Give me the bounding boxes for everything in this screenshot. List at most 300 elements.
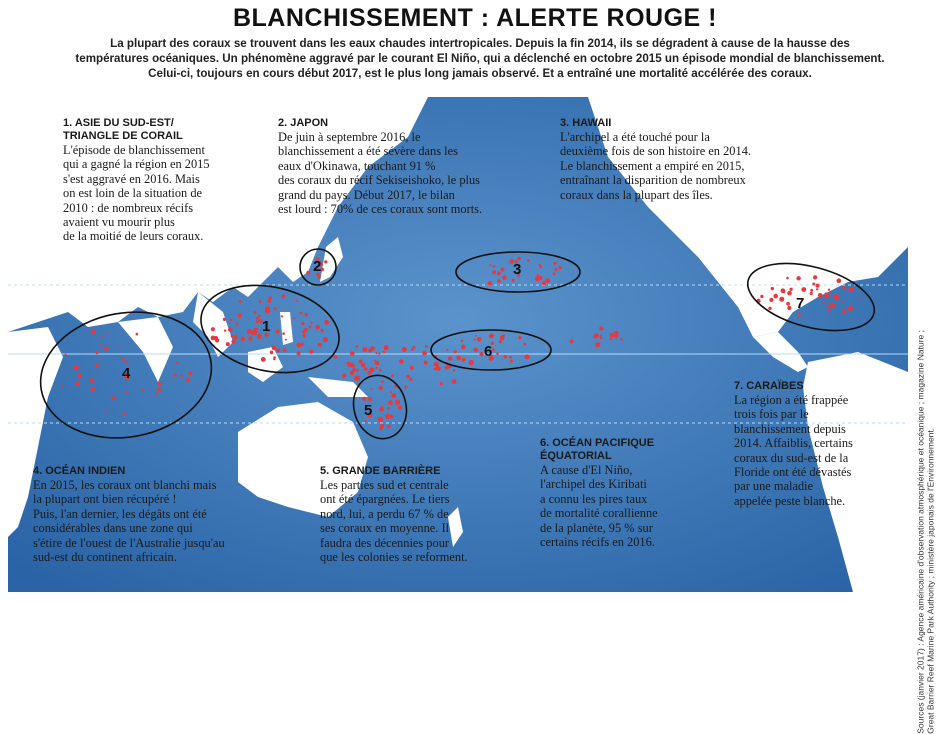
- reef-dot: [446, 349, 448, 351]
- reef-dot: [387, 407, 390, 410]
- reef-dot: [413, 346, 416, 349]
- region-text-line: des coraux du récif Sekiseishoko, le plus: [278, 173, 480, 188]
- reef-dot: [492, 270, 496, 274]
- region-text-line: de la moitié de leurs coraux.: [63, 229, 204, 244]
- region-text-line: coraux du sud-est de la: [734, 450, 849, 465]
- reef-dot: [786, 302, 790, 306]
- reef-dot: [768, 307, 771, 310]
- reef-dot: [500, 335, 505, 340]
- region-text-line: de la planète, 95 % sur: [540, 520, 653, 535]
- reef-dot: [157, 382, 161, 386]
- region-text-line: deuxième fois de son histoire en 2014.: [560, 144, 751, 159]
- reef-dot: [391, 374, 394, 377]
- reef-dot: [496, 352, 499, 355]
- map-number-6: 6: [484, 343, 493, 360]
- reef-dot: [771, 287, 774, 290]
- reef-dot: [837, 278, 842, 283]
- reef-dot: [285, 339, 287, 341]
- reef-dot: [299, 312, 302, 315]
- reef-dot: [99, 344, 101, 346]
- reef-dot: [324, 320, 329, 325]
- reef-dot: [112, 396, 116, 400]
- reef-dot: [518, 336, 521, 339]
- reef-dot: [186, 378, 189, 381]
- reef-dot: [539, 265, 542, 268]
- reef-dot: [859, 298, 861, 300]
- reef-dot: [317, 326, 319, 328]
- reef-dot: [74, 365, 79, 370]
- region-heading: ÉQUATORIAL: [540, 450, 612, 462]
- reef-dot: [296, 351, 300, 355]
- reef-dot: [599, 326, 603, 330]
- reef-dot: [828, 289, 830, 291]
- region-text-line: Floride ont été dévastés: [734, 465, 852, 480]
- region-box-5: [320, 465, 520, 564]
- reef-dot: [281, 315, 283, 317]
- reef-dot: [141, 389, 144, 392]
- region-box-4: [33, 465, 293, 564]
- reef-dot: [376, 352, 378, 354]
- reef-dot: [256, 317, 259, 320]
- reef-dot: [523, 343, 526, 346]
- reef-dot: [445, 366, 449, 370]
- reef-dot: [801, 287, 806, 292]
- reef-dot: [504, 355, 508, 359]
- reef-dot: [272, 346, 277, 351]
- reef-dot: [769, 298, 773, 302]
- reef-dot: [364, 367, 368, 371]
- reef-dot: [95, 351, 98, 354]
- reef-dot: [848, 287, 853, 292]
- reef-dot: [258, 315, 261, 318]
- reef-dot: [610, 333, 614, 337]
- reef-dot: [223, 318, 226, 321]
- reef-dot: [90, 378, 95, 383]
- reef-dot: [252, 330, 257, 335]
- reef-dot: [462, 358, 466, 362]
- reef-dot: [104, 346, 108, 350]
- reef-dot: [512, 279, 515, 282]
- reef-dot: [525, 354, 530, 359]
- reef-dot: [121, 357, 124, 360]
- region-heading: 3. HAWAII: [560, 117, 612, 129]
- reef-dot: [306, 271, 310, 275]
- reef-dot: [797, 313, 801, 317]
- reef-dot: [91, 330, 96, 335]
- intro-line: températures océaniques. Un phénomène aggravé par le courant El Niño, qui a déclenché en octobre 2015 un épisode mondial de blanchissement.: [75, 52, 885, 65]
- reef-dot: [231, 335, 234, 338]
- reef-dot: [453, 369, 455, 371]
- region-heading: 5. GRANDE BARRIÈRE: [320, 465, 441, 477]
- reef-dot: [399, 359, 404, 364]
- reef-dot: [454, 350, 457, 353]
- reef-dot: [397, 401, 400, 404]
- reef-dot: [211, 327, 215, 331]
- reef-dot: [378, 352, 380, 354]
- region-text-line: sud-est du continent africain.: [33, 550, 177, 565]
- reef-dot: [230, 319, 233, 322]
- source-line: Great Barrier Reef Marine Park Authority ; ministère japonais de l'Environnement.: [926, 427, 936, 734]
- reef-dot: [119, 346, 121, 348]
- map-number-1: 1: [262, 318, 271, 335]
- region-heading: TRIANGLE DE CORAIL: [63, 130, 183, 142]
- reef-dot: [270, 351, 274, 355]
- source-line: Sources (janvier 2017) : Agence américaine d'observation atmosphérique et océanique ; magazine Nature ;: [916, 330, 926, 734]
- reef-dot: [361, 363, 366, 368]
- reef-dot: [155, 392, 157, 394]
- reef-dot: [370, 346, 374, 350]
- reef-dot: [364, 420, 366, 422]
- reef-dot: [830, 291, 833, 294]
- region-text-line: A cause d'El Niño,: [540, 463, 633, 477]
- reef-dot: [362, 347, 367, 352]
- region-text-line: qui a gagné la région en 2015: [63, 157, 210, 172]
- reef-dot: [488, 281, 493, 286]
- region-text-line: 2010 : de nombreux récifs: [63, 200, 194, 215]
- reef-dot: [500, 267, 504, 271]
- reef-dot: [614, 331, 619, 336]
- reef-dot: [535, 276, 540, 281]
- reef-dot: [422, 351, 427, 356]
- reef-dot: [273, 358, 275, 360]
- reef-dot: [390, 391, 392, 393]
- map-number-2: 2: [313, 258, 322, 275]
- region-text-line: considérables dans une zone qui: [33, 521, 193, 536]
- source-credits: [916, 330, 936, 734]
- reef-dot: [424, 361, 428, 365]
- reef-dot: [489, 334, 493, 338]
- reef-dot: [323, 337, 328, 342]
- reef-dot: [499, 340, 502, 343]
- reef-dot: [570, 339, 574, 343]
- page-title: BLANCHISSEMENT : ALERTE ROUGE !: [232, 4, 718, 32]
- reef-dot: [352, 364, 355, 367]
- reef-dot: [812, 283, 815, 286]
- reef-dot: [816, 288, 818, 290]
- region-text-line: La région a été frappée: [734, 393, 849, 407]
- region-box-1: [63, 117, 273, 244]
- intro-line: Celui-ci, toujours en cours début 2017, est le plus long jamais observé. Et a entraîné une mortalité accélérée des coraux.: [148, 67, 812, 80]
- reef-dot: [489, 264, 491, 266]
- reef-dot: [369, 367, 374, 372]
- reef-dot: [274, 307, 277, 310]
- reef-dot: [760, 295, 763, 298]
- reef-dot: [303, 334, 306, 337]
- region-text-line: certains récifs en 2016.: [540, 535, 655, 550]
- reef-dot: [176, 362, 178, 364]
- reef-dot: [456, 356, 461, 361]
- region-text-line: Le blanchissement a empiré en 2015,: [560, 158, 745, 173]
- reef-dot: [231, 339, 235, 343]
- region-text-line: a connu les pires taux: [540, 491, 648, 506]
- reef-dot: [783, 291, 785, 293]
- reef-dot: [106, 332, 108, 334]
- region-heading: 6. OCÉAN PACIFIQUE: [540, 437, 655, 449]
- reef-dot: [810, 289, 813, 292]
- reef-dot: [409, 378, 412, 381]
- reef-dot: [600, 337, 603, 340]
- reef-dot: [236, 325, 238, 327]
- reef-dot: [226, 342, 230, 346]
- reef-dot: [796, 276, 800, 280]
- reef-dot: [559, 266, 562, 269]
- reef-dot: [254, 311, 257, 314]
- region-text-line: nord, lui, a perdu 67 % de: [320, 506, 449, 521]
- reef-dot: [440, 382, 443, 385]
- region-text-line: coraux dans la plupart des îles.: [560, 187, 713, 202]
- reef-dot: [354, 369, 356, 371]
- reef-dot: [215, 338, 219, 342]
- reef-dot: [502, 275, 506, 279]
- reef-dot: [411, 348, 414, 351]
- region-text-line: s'étire de l'ouest de l'Australie jusqu'au: [33, 535, 225, 550]
- reef-dot: [95, 363, 99, 367]
- reef-dot: [224, 329, 226, 331]
- reef-dot: [545, 278, 550, 283]
- reef-dot: [510, 360, 513, 363]
- reef-dot: [773, 294, 778, 299]
- reef-dot: [309, 350, 313, 354]
- reef-dot: [157, 388, 160, 391]
- reef-dot: [474, 338, 476, 340]
- reef-dot: [461, 340, 464, 343]
- region-box-2: [278, 117, 548, 216]
- reef-dot: [319, 344, 322, 347]
- reef-dot: [497, 279, 501, 283]
- reef-dot: [234, 335, 238, 339]
- reef-dot: [388, 400, 393, 405]
- reef-dot: [406, 375, 410, 379]
- reef-dot: [276, 348, 280, 352]
- reef-dot: [554, 268, 557, 271]
- reef-dot: [823, 301, 826, 304]
- reef-dot: [180, 375, 182, 377]
- reef-dot: [78, 374, 82, 378]
- region-box-6: [540, 437, 725, 549]
- reef-dot: [281, 295, 285, 299]
- region-text-line: ses coraux en moyenne. Il: [320, 521, 450, 536]
- reef-dot: [387, 425, 391, 429]
- reef-dot: [386, 416, 390, 420]
- reef-dot: [475, 335, 477, 337]
- region-text-line: s'est aggravé en 2016. Mais: [63, 171, 200, 186]
- reef-dot: [305, 313, 308, 316]
- reef-dot: [188, 371, 192, 375]
- region-text-line: grand du pays. Début 2017, le bilan: [278, 187, 455, 202]
- reef-dot: [380, 424, 384, 428]
- reef-dot: [542, 281, 546, 285]
- reef-dot: [600, 335, 602, 337]
- reef-dot: [553, 273, 556, 276]
- reef-dot: [787, 306, 791, 310]
- reef-dot: [247, 329, 252, 334]
- reef-dot: [173, 373, 176, 376]
- reef-dot: [62, 385, 64, 387]
- reef-dot: [594, 333, 599, 338]
- region-heading: 4. OCÉAN INDIEN: [33, 465, 126, 477]
- region-heading: 1. ASIE DU SUD-EST/: [63, 117, 174, 129]
- reef-dot: [276, 330, 280, 334]
- reef-dot: [383, 351, 386, 354]
- region-text-line: L'épisode de blanchissement: [63, 143, 205, 157]
- reef-dot: [90, 387, 95, 392]
- reef-dot: [371, 388, 373, 390]
- region-text-line: faudra des décennies pour: [320, 535, 450, 550]
- reef-dot: [813, 275, 817, 279]
- reef-dot: [324, 260, 327, 263]
- reef-dot: [436, 366, 441, 371]
- reef-dot: [228, 327, 233, 332]
- region-text-line: blanchissement a été sévère dans les: [278, 144, 458, 159]
- reef-dot: [311, 322, 313, 324]
- map-number-7: 7: [796, 295, 805, 312]
- reef-dot: [452, 379, 457, 384]
- reef-dot: [125, 391, 128, 394]
- reef-dot: [479, 352, 483, 356]
- region-text-line: entraînant la disparition de nombreux: [560, 173, 746, 188]
- reef-dot: [350, 371, 354, 375]
- reef-dot: [356, 369, 359, 372]
- reef-dot: [810, 292, 813, 295]
- region-text-line: par une maladie: [734, 479, 814, 494]
- reef-dot: [789, 288, 792, 291]
- reef-dot: [241, 337, 246, 342]
- reef-dot: [610, 338, 612, 340]
- region-text-line: trois fois par le: [734, 407, 809, 422]
- region-text-line: 2014. Affaiblis, certains: [734, 436, 853, 451]
- reef-dot: [65, 354, 67, 356]
- reef-dot: [843, 286, 847, 290]
- reef-dot: [848, 306, 853, 311]
- reef-dot: [378, 417, 383, 422]
- reef-dot: [236, 322, 238, 324]
- reef-dot: [410, 366, 414, 370]
- reef-dot: [354, 377, 358, 381]
- reef-dot: [368, 397, 372, 401]
- reef-dot: [122, 413, 125, 416]
- region-box-3: [560, 117, 810, 202]
- reef-dot: [268, 296, 272, 300]
- region-text-line: L'archipel a été touché pour la: [560, 130, 710, 144]
- reef-dot: [379, 386, 383, 390]
- region-text-line: eaux d'Okinawa, touchant 91 %: [278, 158, 436, 173]
- reef-dot: [828, 304, 832, 308]
- reef-dot: [381, 406, 383, 408]
- region-text-line: ont été épargnées. Le tiers: [320, 492, 450, 507]
- reef-dot: [779, 297, 784, 302]
- reef-dot: [434, 362, 439, 367]
- reef-dot: [320, 329, 323, 332]
- region-text-line: En 2015, les coraux ont blanchi mais: [33, 478, 217, 492]
- reef-dot: [595, 342, 600, 347]
- region-text-line: de mortalité corallienne: [540, 506, 658, 521]
- reef-dot: [835, 295, 840, 300]
- reef-dot: [384, 345, 389, 350]
- reef-dot: [346, 362, 350, 366]
- reef-dot: [261, 357, 266, 362]
- reef-dot: [296, 300, 298, 302]
- reef-dot: [75, 382, 80, 387]
- reef-dot: [786, 277, 789, 280]
- reef-dot: [469, 360, 474, 365]
- reef-dot: [334, 355, 337, 358]
- reef-dot: [362, 397, 366, 401]
- reef-dot: [832, 304, 835, 307]
- reef-dot: [136, 333, 139, 336]
- reef-dot: [283, 348, 287, 352]
- reef-dot: [398, 406, 402, 410]
- reef-dot: [815, 284, 819, 288]
- region-text-line: est lourd : 70% de ces coraux sont morts.: [278, 202, 483, 217]
- region-box-7: [734, 380, 894, 508]
- reef-dot: [477, 337, 482, 342]
- reef-dot: [527, 259, 530, 262]
- reef-dot: [842, 310, 846, 314]
- world-map: [8, 97, 908, 592]
- region-heading: 7. CARAÏBES: [734, 380, 804, 392]
- reef-dot: [304, 328, 308, 332]
- reef-dot: [461, 345, 466, 350]
- reef-dot: [359, 360, 363, 364]
- reef-dot: [824, 294, 829, 299]
- reef-dot: [350, 351, 355, 356]
- reef-dot: [518, 257, 521, 260]
- reef-dot: [256, 320, 259, 323]
- region-text-line: l'archipel des Kiribati: [540, 477, 647, 492]
- region-text-line: Puis, l'an dernier, les dégâts ont été: [33, 506, 207, 521]
- reef-dot: [282, 332, 285, 335]
- reef-dot: [537, 274, 539, 276]
- reef-dot: [379, 369, 382, 372]
- reef-dot: [239, 300, 242, 303]
- reef-dot: [105, 410, 107, 412]
- reef-dot: [787, 291, 792, 296]
- reef-dot: [160, 390, 162, 392]
- reef-dot: [248, 337, 252, 341]
- reef-dot: [818, 293, 823, 298]
- region-text-line: avaient vu mourir plus: [63, 215, 175, 230]
- reef-dot: [375, 367, 377, 369]
- reef-dot: [842, 302, 844, 304]
- map-number-4: 4: [122, 365, 131, 382]
- reef-dot: [425, 345, 428, 348]
- reef-dot: [404, 387, 406, 389]
- reef-dot: [211, 336, 216, 341]
- reef-dot: [301, 322, 304, 325]
- reef-dot: [620, 338, 623, 341]
- reef-dot: [493, 265, 495, 267]
- map-number-3: 3: [513, 261, 522, 278]
- intro-line: La plupart des coraux se trouvent dans les eaux chaudes intertropicales. Depuis la fin 2014, ils se dégradent à cause de la hausse des: [110, 37, 850, 50]
- region-text-line: Les parties sud et centrale: [320, 478, 449, 492]
- reef-dot: [497, 272, 501, 276]
- reef-dot: [833, 294, 835, 296]
- reef-dot: [259, 300, 262, 303]
- region-text-line: appelée peste blanche.: [734, 493, 846, 508]
- reef-dot: [435, 355, 437, 357]
- reef-dot: [342, 374, 346, 378]
- reef-dot: [125, 361, 128, 364]
- region-text-line: blanchissement depuis: [734, 421, 846, 436]
- reef-dot: [374, 360, 376, 362]
- reef-dot: [391, 393, 396, 398]
- reef-dot: [827, 309, 830, 312]
- reef-dot: [553, 262, 556, 265]
- region-text-line: que les colonies se reforment.: [320, 550, 468, 565]
- reef-dot: [238, 313, 242, 317]
- reef-dot: [402, 347, 407, 352]
- reef-dot: [356, 345, 359, 348]
